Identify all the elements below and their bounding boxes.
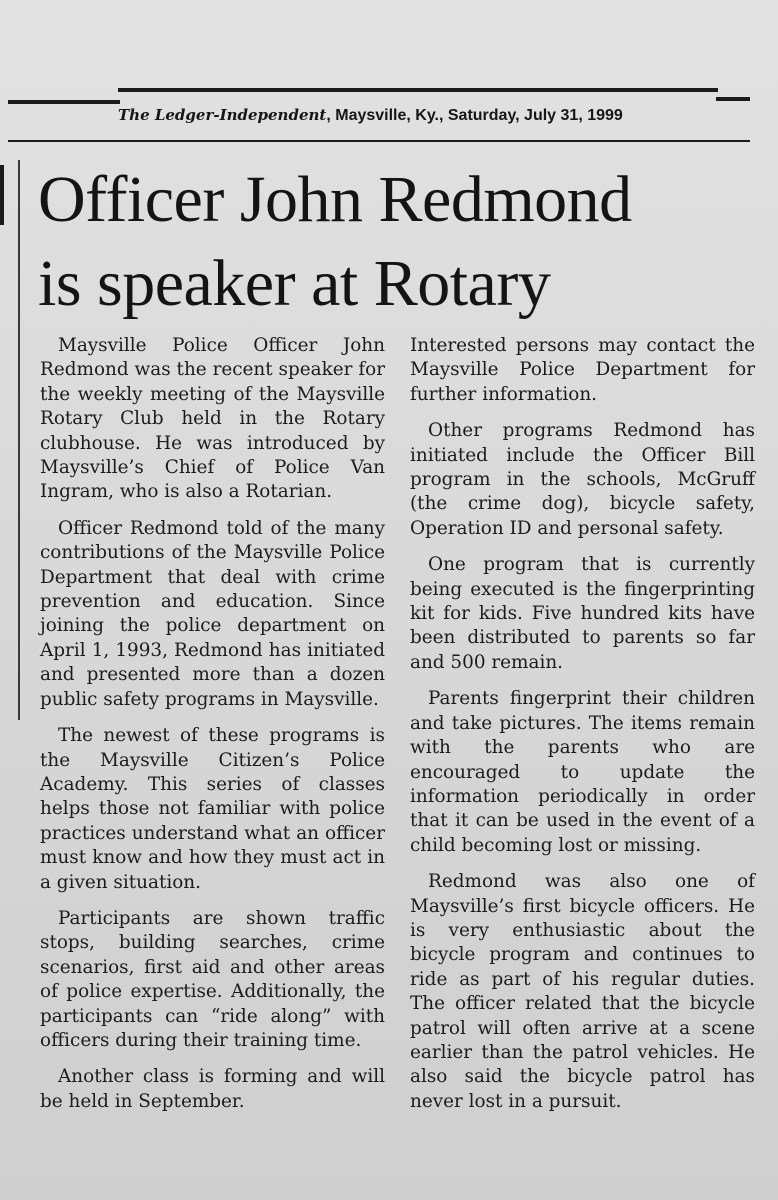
- paragraph: Another class is forming and will be held in September.: [40, 1066, 385, 1112]
- paragraph: The newest of these programs is the Maysville Citizen’s Police Academy. This series of classes helps those not familiar with police practices understand what an officer must know and how they must act in a given situation.: [40, 725, 385, 893]
- article-column-left: [40, 334, 385, 1126]
- masthead-rule-bottom: [8, 140, 750, 142]
- masthead-rule-left: [8, 100, 120, 104]
- masthead: [118, 100, 718, 130]
- paragraph: Officer Redmond told of the many contributions of the Maysville Police Department that deal with crime prevention and education. Since joining the police department on April 1, 1993, Redmond has initiated and presented more than a dozen public safety programs in Maysville.: [40, 517, 385, 710]
- paragraph: Maysville Police Officer John Redmond was the recent speaker for the weekly meeting of the Maysville Rotary Club held in the Rotary clubhouse. He was introduced by Maysville’s Chief of Police Van Ingram, who is also a Rotarian.: [40, 335, 385, 503]
- headline-line-2: is speaker at Rotary: [38, 247, 551, 320]
- paragraph: Parents fingerprint their children and take pictures. The items remain with the parents who are encouraged to update the information periodically in order that it can be used in the event of a child becoming lost or missing.: [410, 688, 755, 856]
- paragraph: Other programs Redmond has initiated include the Officer Bill program in the schools, McGruff (the crime dog), bicycle safety, Operation ID and personal safety.: [410, 420, 755, 539]
- dateline: , Maysville, Ky., Saturday, July 31, 1999: [326, 107, 623, 124]
- paragraph: Redmond was also one of Maysville’s first bicycle officers. He is very enthusiastic about the bicycle program and continues to ride as part of his regular duties. The officer related that the bicycle patrol will often arrive at a scene earlier than the patrol vehicles. He also said the bicycle patrol has never lost in a pursuit.: [410, 871, 755, 1112]
- paragraph-continued: Interested persons may contact the Maysville Police Department for further information.: [410, 335, 755, 405]
- paragraph: One program that is currently being executed is the fingerprinting kit for kids. Five hundred kits have been distributed to parents so far and 500 remain.: [410, 554, 755, 673]
- column-edge-line: [18, 160, 20, 720]
- headline: [38, 158, 768, 326]
- masthead-rule-top: [118, 88, 718, 92]
- headline-line-1: Officer John Redmond: [38, 163, 632, 236]
- paragraph: Participants are shown traffic stops, building searches, crime scenarios, first aid and other areas of police expertise. Additionally, the participants can “ride along” with officers during their training time.: [40, 907, 385, 1051]
- newspaper-name: The Ledger-Independent: [118, 106, 327, 124]
- scan-edge-mark: [0, 165, 4, 225]
- article-column-right: [410, 334, 755, 1126]
- masthead-rule-right: [716, 97, 750, 101]
